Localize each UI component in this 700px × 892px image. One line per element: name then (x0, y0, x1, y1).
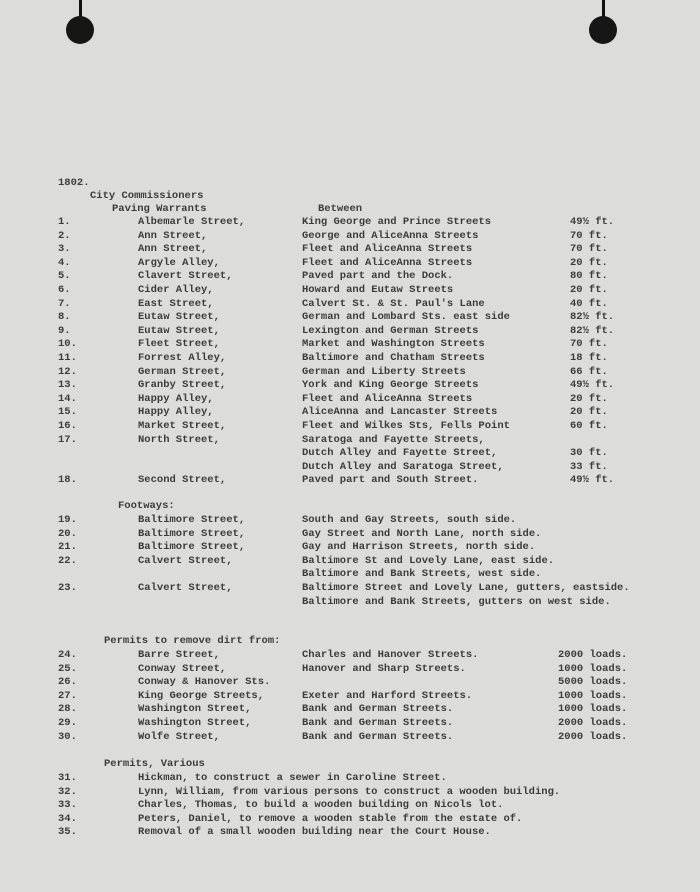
item-number: 30. (58, 730, 77, 743)
street-name: Baltimore Street, (138, 527, 246, 540)
list-item (0, 676, 700, 689)
street-name: Second Street, (138, 474, 227, 487)
paving-warrants-heading: Paving Warrants (112, 203, 207, 215)
list-item (0, 270, 700, 283)
measurement: 49½ ft. (570, 216, 615, 228)
punch-hole-right (589, 16, 617, 44)
street-name: Eutaw Street, (138, 324, 220, 337)
between-streets: Charles and Hanover Streets. (302, 649, 479, 661)
between-streets: Baltimore and Chatham Streets (302, 352, 485, 364)
list-item (0, 338, 700, 351)
dirt-permits-heading: Permits to remove dirt from: (104, 635, 281, 647)
item-number: 19. (58, 514, 77, 526)
street-name: Cider Alley, (138, 284, 214, 296)
measurement: 20 ft. (570, 284, 608, 296)
street-name: Conway & Hanover Sts. (138, 676, 271, 689)
between-streets: Calvert St. & St. Paul's Lane (302, 297, 485, 310)
load-count: 1000 loads. (558, 703, 628, 716)
list-item (0, 703, 700, 716)
between-streets: Baltimore and Bank Streets, gutters on west side. (302, 595, 611, 608)
measurement: 80 ft. (570, 270, 608, 283)
between-streets: Fleet and AliceAnna Streets (302, 243, 473, 256)
list-item (0, 690, 700, 703)
measurement: 49½ ft. (570, 474, 615, 487)
between-streets: South and Gay Streets, south side. (302, 514, 517, 526)
item-number: 17. (58, 433, 77, 446)
list-item (0, 717, 700, 730)
street-name: Albemarle Street, (138, 216, 246, 228)
list-item (0, 596, 700, 609)
list-item (0, 284, 700, 297)
between-streets: York and King George Streets (302, 379, 479, 392)
list-item (0, 731, 700, 744)
between-streets: Saratoga and Fayette Streets, (302, 433, 485, 446)
between-streets: Baltimore and Bank Streets, west side. (302, 568, 542, 581)
street-name: Fleet Street, (138, 338, 220, 351)
item-number: 9. (58, 324, 71, 337)
measurement: 20 ft. (570, 406, 608, 419)
between-streets: AliceAnna and Lancaster Streets (302, 406, 498, 419)
list-item (0, 257, 700, 270)
item-number: 6. (58, 284, 71, 296)
item-number: 20. (58, 527, 77, 540)
list-item (0, 311, 700, 324)
street-name: Baltimore Street, (138, 514, 246, 526)
item-number: 24. (58, 649, 77, 661)
item-number: 23. (58, 582, 77, 594)
item-number: 3. (58, 243, 71, 256)
item-number: 35. (58, 826, 77, 839)
between-streets: Dutch Alley and Fayette Street, (302, 447, 498, 460)
between-streets: Gay and Harrison Streets, north side. (302, 541, 536, 554)
item-number: 34. (58, 812, 77, 825)
street-name: German Street, (138, 365, 227, 378)
item-number: 33. (58, 799, 77, 812)
list-item (0, 663, 700, 676)
list-item (0, 514, 700, 527)
list-item (0, 230, 700, 243)
permit-text: Hickman, to construct a sewer in Caroline Street. (138, 772, 447, 784)
measurement: 60 ft. (570, 420, 608, 432)
measurement: 70 ft. (570, 338, 608, 351)
list-item (0, 216, 700, 229)
list-item (0, 325, 700, 338)
measurement: 66 ft. (570, 365, 608, 378)
list-item (0, 420, 700, 433)
item-number: 31. (58, 772, 77, 784)
measurement: 40 ft. (570, 297, 608, 310)
load-count: 1000 loads. (558, 689, 628, 702)
list-item (0, 582, 700, 595)
between-streets: Bank and German Streets. (302, 703, 454, 716)
item-number: 32. (58, 785, 77, 798)
load-count: 2000 loads. (558, 730, 628, 743)
between-streets: Fleet and Wilkes Sts, Fells Point (302, 420, 510, 432)
between-streets: Fleet and AliceAnna Streets (302, 256, 473, 269)
between-streets: Lexington and German Streets (302, 324, 479, 337)
between-streets: Howard and Eutaw Streets (302, 284, 454, 296)
list-item (0, 772, 700, 785)
street-name: Baltimore Street, (138, 541, 246, 554)
street-name: Conway Street, (138, 662, 227, 675)
list-item (0, 799, 700, 812)
street-name: Forrest Alley, (138, 352, 227, 364)
footways-heading: Footways: (118, 500, 175, 512)
between-streets: Gay Street and North Lane, north side. (302, 527, 542, 540)
list-item (0, 406, 700, 419)
measurement: 82½ ft. (570, 324, 615, 337)
item-number: 18. (58, 474, 77, 487)
item-number: 28. (58, 703, 77, 716)
item-number: 22. (58, 554, 77, 567)
list-item (0, 813, 700, 826)
between-streets: Paved part and the Dock. (302, 270, 454, 283)
list-item (0, 528, 700, 541)
load-count: 1000 loads. (558, 662, 628, 675)
item-number: 15. (58, 406, 77, 419)
street-name: Happy Alley, (138, 392, 214, 405)
item-number: 14. (58, 392, 77, 405)
street-name: Granby Street, (138, 379, 227, 392)
street-name: Clavert Street, (138, 270, 233, 283)
item-number: 7. (58, 297, 71, 310)
list-item (0, 826, 700, 839)
measurement: 20 ft. (570, 392, 608, 405)
item-number: 5. (58, 270, 71, 283)
item-number: 8. (58, 311, 71, 324)
street-name: King George Streets, (138, 689, 265, 702)
item-number: 2. (58, 229, 71, 242)
load-count: 2000 loads. (558, 649, 628, 661)
punch-hole-left (66, 16, 94, 44)
measurement: 33 ft. (570, 460, 608, 473)
permit-text: Peters, Daniel, to remove a wooden stable from the estate of. (138, 812, 523, 825)
load-count: 5000 loads. (558, 676, 628, 689)
permit-text: Lynn, William, from various persons to construct a wooden building. (138, 785, 561, 798)
between-streets: Baltimore St and Lovely Lane, east side. (302, 554, 555, 567)
list-item (0, 447, 700, 460)
item-number: 27. (58, 689, 77, 702)
street-name: Washington Street, (138, 717, 252, 729)
measurement: 30 ft. (570, 447, 608, 460)
measurement: 70 ft. (570, 243, 608, 256)
street-name: Eutaw Street, (138, 311, 220, 324)
street-name: Ann Street, (138, 243, 208, 256)
measurement: 82½ ft. (570, 311, 615, 324)
list-item (0, 298, 700, 311)
between-streets: Dutch Alley and Saratoga Street, (302, 460, 504, 473)
measurement: 49½ ft. (570, 379, 615, 392)
street-name: East Street, (138, 297, 214, 310)
item-number: 16. (58, 420, 77, 432)
permit-text: Charles, Thomas, to build a wooden building on Nicols lot. (138, 799, 504, 812)
between-streets: George and AliceAnna Streets (302, 229, 479, 242)
street-name: Argyle Alley, (138, 256, 220, 269)
item-number: 21. (58, 541, 77, 554)
list-item (0, 555, 700, 568)
between-streets: Bank and German Streets. (302, 730, 454, 743)
street-name: Barre Street, (138, 649, 220, 661)
between-streets: Bank and German Streets. (302, 717, 454, 729)
item-number: 11. (58, 352, 77, 364)
list-item (0, 393, 700, 406)
between-streets: German and Liberty Streets (302, 365, 466, 378)
item-number: 29. (58, 717, 77, 729)
various-permits-heading: Permits, Various (104, 758, 205, 770)
item-number: 1. (58, 216, 71, 228)
list-item (0, 352, 700, 365)
list-item (0, 461, 700, 474)
street-name: Ann Street, (138, 229, 208, 242)
measurement: 18 ft. (570, 352, 608, 364)
list-item (0, 786, 700, 799)
street-name: Wolfe Street, (138, 730, 220, 743)
item-number: 10. (58, 338, 77, 351)
between-streets: King George and Prince Streets (302, 216, 492, 228)
year: 1802. (58, 177, 90, 189)
street-name: North Street, (138, 433, 220, 446)
permit-text: Removal of a small wooden building near the Court House. (138, 826, 491, 839)
commissioners-heading: City Commissioners (90, 190, 204, 202)
between-streets: Market and Washington Streets (302, 338, 485, 351)
street-name: Market Street, (138, 420, 227, 432)
street-name: Calvert Street, (138, 582, 233, 594)
load-count: 2000 loads. (558, 717, 628, 729)
street-name: Calvert Street, (138, 554, 233, 567)
list-item (0, 243, 700, 256)
street-name: Washington Street, (138, 703, 252, 716)
list-item (0, 649, 700, 662)
measurement: 20 ft. (570, 256, 608, 269)
list-item (0, 366, 700, 379)
street-name: Happy Alley, (138, 406, 214, 419)
item-number: 4. (58, 256, 71, 269)
item-number: 12. (58, 365, 77, 378)
list-item (0, 379, 700, 392)
between-heading: Between (318, 203, 363, 215)
between-streets: Exeter and Harford Streets. (302, 689, 473, 702)
between-streets: Paved part and South Street. (302, 474, 479, 487)
item-number: 26. (58, 676, 77, 689)
list-item (0, 474, 700, 487)
item-number: 13. (58, 379, 77, 392)
list-item (0, 434, 700, 447)
between-streets: German and Lombard Sts. east side (302, 311, 510, 324)
item-number: 25. (58, 662, 77, 675)
between-streets: Hanover and Sharp Streets. (302, 662, 466, 675)
list-item (0, 541, 700, 554)
between-streets: Fleet and AliceAnna Streets (302, 392, 473, 405)
measurement: 70 ft. (570, 229, 608, 242)
list-item (0, 568, 700, 581)
between-streets: Baltimore Street and Lovely Lane, gutters, eastside. (302, 582, 630, 594)
